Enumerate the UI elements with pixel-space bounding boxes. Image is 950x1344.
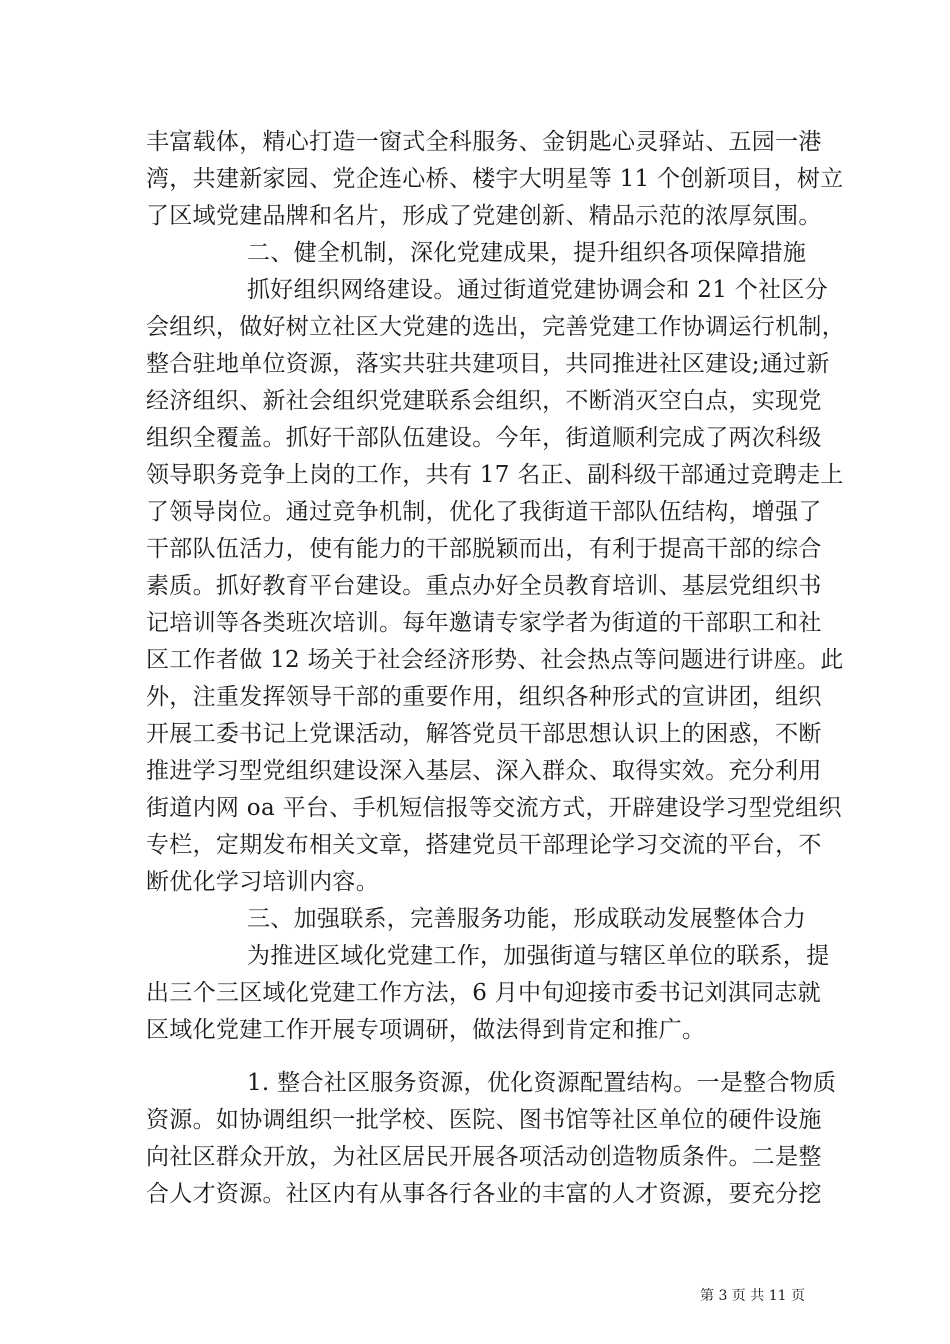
- body-line-14: 记培训等各类班次培训。每年邀请专家学者为街道的干部职工和社: [146, 610, 822, 636]
- body-line-21: 断优化学习培训内容。: [146, 869, 379, 895]
- section-heading-3: 三、加强联系，完善服务功能，形成联动发展整体合力: [247, 906, 807, 932]
- body-line-29: 合人才资源。社区内有从事各行各业的丰富的人才资源，要充分挖: [146, 1181, 822, 1207]
- body-line-28: 向社区群众开放，为社区居民开展各项活动创造物质条件。二是整: [146, 1144, 822, 1170]
- body-line-10: 领导职务竞争上岗的工作，共有 17 名正、副科级干部通过竞聘走上: [146, 462, 844, 488]
- body-line-17: 开展工委书记上党课活动，解答党员干部思想认识上的困惑，不断: [146, 721, 822, 747]
- body-line-6: 会组织，做好树立社区大党建的选出，完善党建工作协调运行机制，: [146, 314, 845, 340]
- body-line-18: 推进学习型党组织建设深入基层、深入群众、取得实效。充分利用: [146, 758, 822, 784]
- body-line-11: 了领导岗位。通过竞争机制，优化了我街道干部队伍结构，增强了: [146, 499, 822, 525]
- body-line-27: 资源。如协调组织一批学校、医院、图书馆等社区单位的硬件设施: [146, 1107, 822, 1133]
- body-line-13: 素质。抓好教育平台建设。重点办好全员教育培训、基层党组织书: [146, 573, 822, 599]
- body-line-1: 丰富载体，精心打造一窗式全科服务、金钥匙心灵驿站、五园一港: [146, 129, 822, 155]
- body-line-26: 1. 整合社区服务资源，优化资源配置结构。一是整合物质: [247, 1070, 837, 1096]
- page-number: 第 3 页 共 11 页: [700, 1288, 805, 1304]
- body-line-9: 组织全覆盖。抓好干部队伍建设。今年，街道顺利完成了两次科级: [146, 425, 822, 451]
- body-line-8: 经济组织、新社会组织党建联系会组织，不断消灭空白点，实现党: [146, 388, 822, 414]
- body-line-20: 专栏，定期发布相关文章，搭建党员干部理论学习交流的平台，不: [146, 832, 822, 858]
- body-line-7: 整合驻地单位资源，落实共驻共建项目，共同推进社区建设;通过新: [146, 351, 830, 377]
- body-line-2: 湾，共建新家园、党企连心桥、楼宇大明星等 11 个创新项目，树立: [146, 166, 844, 192]
- body-line-19: 街道内网 oa 平台、手机短信报等交流方式，开辟建设学习型党组织: [146, 795, 842, 821]
- body-line-16: 外，注重发挥领导干部的重要作用，组织各种形式的宣讲团，组织: [146, 684, 822, 710]
- section-heading-2: 二、健全机制，深化党建成果，提升组织各项保障措施: [247, 240, 807, 266]
- body-line-5: 抓好组织网络建设。通过街道党建协调会和 21 个社区分: [247, 277, 828, 303]
- body-line-25: 区域化党建工作开展专项调研，做法得到肯定和推广。: [146, 1017, 706, 1043]
- body-line-24: 出三个三区域化党建工作方法，6 月中旬迎接市委书记刘淇同志就: [146, 980, 821, 1006]
- body-line-15: 区工作者做 12 场关于社会经济形势、社会热点等问题进行讲座。此: [146, 647, 844, 673]
- body-line-3: 了区域党建品牌和名片，形成了党建创新、精品示范的浓厚氛围。: [146, 203, 822, 229]
- body-line-23: 为推进区域化党建工作，加强街道与辖区单位的联系，提: [247, 943, 830, 969]
- body-line-12: 干部队伍活力，使有能力的干部脱颖而出，有利于提高干部的综合: [146, 536, 822, 562]
